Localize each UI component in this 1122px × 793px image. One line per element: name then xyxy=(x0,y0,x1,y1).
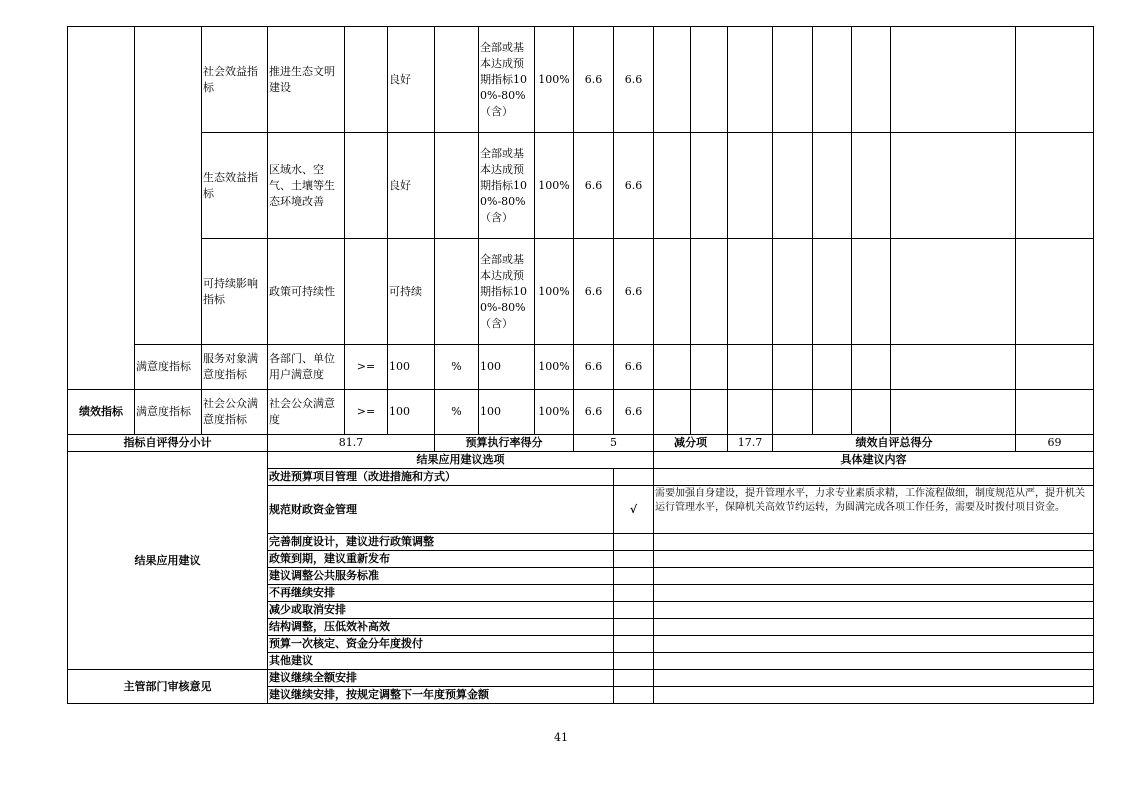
empty-cell xyxy=(1016,27,1094,133)
evaluation-sheet xyxy=(67,26,1094,704)
target-cell: 良好 xyxy=(388,133,435,239)
rate-cell: 100% xyxy=(535,27,574,133)
empty-cell xyxy=(1016,345,1094,390)
empty-cell xyxy=(813,27,852,133)
level3-cell: 生态效益指标 xyxy=(202,133,268,239)
option-content xyxy=(654,551,1094,568)
indicator-row xyxy=(68,345,1094,390)
score-cell: 6.6 xyxy=(614,345,654,390)
level1-cell: 绩效指标 xyxy=(68,390,135,435)
level2-cell xyxy=(135,27,202,345)
operator-cell: >= xyxy=(345,390,388,435)
empty-cell xyxy=(773,345,813,390)
weight-cell: 6.6 xyxy=(574,27,614,133)
option-label: 结构调整，压低效补高效 xyxy=(268,619,614,636)
option-label: 完善制度设计，建议进行政策调整 xyxy=(268,534,614,551)
review-row xyxy=(68,670,1094,687)
option-content xyxy=(654,636,1094,653)
option-label: 预算一次核定、资金分年度拨付 xyxy=(268,636,614,653)
option-content xyxy=(654,568,1094,585)
empty-cell xyxy=(691,345,728,390)
unit-cell xyxy=(435,27,479,133)
empty-cell xyxy=(773,239,813,345)
empty-cell xyxy=(1016,239,1094,345)
weight-cell: 6.6 xyxy=(574,239,614,345)
actual-cell: 全部或基本达成预期指标100%-80%（含） xyxy=(479,239,535,345)
unit-cell: % xyxy=(435,345,479,390)
option-mark xyxy=(614,568,654,585)
operator-cell xyxy=(345,239,388,345)
actual-cell: 全部或基本达成预期指标100%-80%（含） xyxy=(479,133,535,239)
actual-cell: 全部或基本达成预期指标100%-80%（含） xyxy=(479,27,535,133)
option-mark xyxy=(614,653,654,670)
empty-cell xyxy=(654,345,691,390)
actual-cell: 100 xyxy=(479,345,535,390)
review-section-label: 主管部门审核意见 xyxy=(68,670,268,704)
score-cell: 6.6 xyxy=(614,27,654,133)
empty-cell xyxy=(891,133,1016,239)
unit-cell xyxy=(435,133,479,239)
review-option-content xyxy=(654,670,1094,687)
empty-cell xyxy=(852,345,891,390)
target-cell: 100 xyxy=(388,390,435,435)
empty-cell xyxy=(728,390,773,435)
rate-cell: 100% xyxy=(535,345,574,390)
option-label: 不再继续安排 xyxy=(268,585,614,602)
weight-cell: 6.6 xyxy=(574,133,614,239)
score-cell: 6.6 xyxy=(614,133,654,239)
option-label: 其他建议 xyxy=(268,653,614,670)
review-option-mark xyxy=(614,670,654,687)
unit-cell: % xyxy=(435,390,479,435)
empty-cell xyxy=(691,27,728,133)
option-mark xyxy=(614,534,654,551)
empty-cell xyxy=(891,27,1016,133)
empty-cell xyxy=(891,390,1016,435)
indicator-name: 政策可持续性 xyxy=(268,239,345,345)
empty-cell xyxy=(654,390,691,435)
review-option-label: 建议继续安排，按规定调整下一年度预算金额 xyxy=(268,687,614,704)
options-header: 结果应用建议选项 xyxy=(268,452,654,469)
option-label: 建议调整公共服务标准 xyxy=(268,568,614,585)
level1-cell xyxy=(68,27,135,390)
review-option-label: 建议继续全额安排 xyxy=(268,670,614,687)
empty-cell xyxy=(891,345,1016,390)
unit-cell xyxy=(435,239,479,345)
deduct-label: 减分项 xyxy=(654,435,728,452)
option-content xyxy=(654,653,1094,670)
empty-cell xyxy=(891,239,1016,345)
indicator-row xyxy=(68,133,1094,239)
deduct-value: 17.7 xyxy=(728,435,773,452)
option-mark xyxy=(614,619,654,636)
empty-cell xyxy=(691,133,728,239)
operator-cell: >= xyxy=(345,345,388,390)
empty-cell xyxy=(852,133,891,239)
indicator-name: 各部门、单位用户满意度 xyxy=(268,345,345,390)
option-content: 需要加强自身建设，提升管理水平，力求专业素质求精，工作流程做细，制度规范从严，提升机关运行管理水平，保障机关高效节约运转，为圆满完成各项工作任务，需要及时拨付项目资金。 xyxy=(654,486,1094,534)
total-value: 69 xyxy=(1016,435,1094,452)
weight-cell: 6.6 xyxy=(574,345,614,390)
page-number: 41 xyxy=(554,731,568,744)
option-mark xyxy=(614,551,654,568)
empty-cell xyxy=(1016,390,1094,435)
empty-cell xyxy=(728,345,773,390)
empty-cell xyxy=(773,133,813,239)
level3-cell: 社会效益指标 xyxy=(202,27,268,133)
option-label: 政策到期，建议重新发布 xyxy=(268,551,614,568)
results-section-label: 结果应用建议 xyxy=(68,452,268,670)
empty-cell xyxy=(852,239,891,345)
empty-cell xyxy=(654,239,691,345)
subtotal-value: 81.7 xyxy=(268,435,435,452)
option-mark: √ xyxy=(614,486,654,534)
score-cell: 6.6 xyxy=(614,239,654,345)
results-header-row xyxy=(68,452,1094,469)
total-label: 绩效自评总得分 xyxy=(773,435,1016,452)
empty-cell xyxy=(852,390,891,435)
indicator-name: 社会公众满意度 xyxy=(268,390,345,435)
option-mark xyxy=(614,469,654,486)
level3-cell: 服务对象满意度指标 xyxy=(202,345,268,390)
empty-cell xyxy=(654,27,691,133)
empty-cell xyxy=(728,133,773,239)
operator-cell xyxy=(345,133,388,239)
indicator-row xyxy=(68,239,1094,345)
empty-cell xyxy=(813,133,852,239)
level3-cell: 社会公众满意度指标 xyxy=(202,390,268,435)
empty-cell xyxy=(654,133,691,239)
empty-cell xyxy=(852,27,891,133)
budget-value: 5 xyxy=(574,435,654,452)
indicator-row xyxy=(68,27,1094,133)
option-label: 减少或取消安排 xyxy=(268,602,614,619)
review-option-content xyxy=(654,687,1094,704)
actual-cell: 100 xyxy=(479,390,535,435)
empty-cell xyxy=(1016,133,1094,239)
content-header: 具体建议内容 xyxy=(654,452,1094,469)
option-mark xyxy=(614,636,654,653)
empty-cell xyxy=(813,239,852,345)
empty-cell xyxy=(691,390,728,435)
budget-label: 预算执行率得分 xyxy=(435,435,574,452)
weight-cell: 6.6 xyxy=(574,390,614,435)
target-cell: 100 xyxy=(388,345,435,390)
empty-cell xyxy=(728,239,773,345)
target-cell: 可持续 xyxy=(388,239,435,345)
option-label: 规范财政资金管理 xyxy=(268,486,614,534)
option-content xyxy=(654,469,1094,486)
option-content xyxy=(654,534,1094,551)
indicator-row xyxy=(68,390,1094,435)
review-option-mark xyxy=(614,687,654,704)
level2-cell: 满意度指标 xyxy=(135,345,202,390)
empty-cell xyxy=(728,27,773,133)
option-label: 改进预算项目管理（改进措施和方式） xyxy=(268,469,614,486)
option-mark xyxy=(614,602,654,619)
indicator-name: 推进生态文明建设 xyxy=(268,27,345,133)
level3-cell: 可持续影响指标 xyxy=(202,239,268,345)
empty-cell xyxy=(813,390,852,435)
option-content xyxy=(654,619,1094,636)
subtotal-label: 指标自评得分小计 xyxy=(68,435,268,452)
level2-cell: 满意度指标 xyxy=(135,390,202,435)
summary-row xyxy=(68,435,1094,452)
empty-cell xyxy=(813,345,852,390)
empty-cell xyxy=(773,27,813,133)
operator-cell xyxy=(345,27,388,133)
empty-cell xyxy=(773,390,813,435)
rate-cell: 100% xyxy=(535,390,574,435)
indicator-name: 区域水、空气、土壤等生态环境改善 xyxy=(268,133,345,239)
performance-table xyxy=(67,26,1094,704)
option-mark xyxy=(614,585,654,602)
score-cell: 6.6 xyxy=(614,390,654,435)
rate-cell: 100% xyxy=(535,133,574,239)
empty-cell xyxy=(691,239,728,345)
target-cell: 良好 xyxy=(388,27,435,133)
rate-cell: 100% xyxy=(535,239,574,345)
option-content xyxy=(654,585,1094,602)
option-content xyxy=(654,602,1094,619)
